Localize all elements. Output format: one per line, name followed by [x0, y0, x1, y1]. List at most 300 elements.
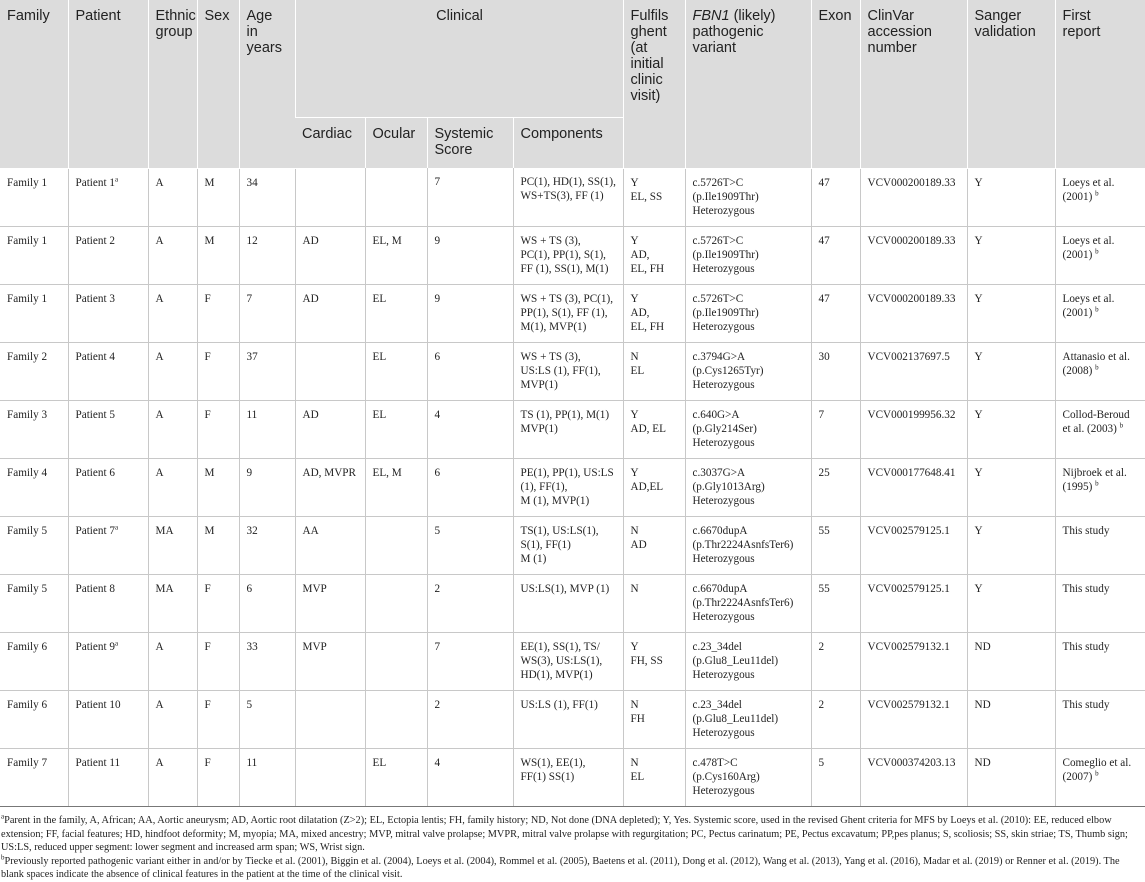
cell-sex [197, 632, 239, 690]
cell-text: 4 [435, 757, 441, 769]
cell-line: AD, MVPR [303, 466, 361, 480]
cell-text: Y [975, 351, 983, 363]
cell-patient [68, 284, 148, 342]
cell-text: F [205, 293, 211, 305]
header-line: group [156, 24, 193, 40]
cell-score [427, 168, 513, 226]
cell-text: 5 [247, 699, 253, 711]
header-line: Systemic [435, 126, 494, 142]
cell-line: (p.Ile1909Thr) [693, 190, 807, 204]
cell-text: Family 5 [7, 525, 47, 537]
cell-line: WS+TS(3), FF (1) [521, 189, 619, 203]
cell-line: This study [1063, 698, 1145, 712]
cell-age [239, 168, 295, 226]
cell-age [239, 632, 295, 690]
cell-family [0, 748, 68, 806]
cell-line: AD [631, 538, 681, 552]
cell-line: Heterozygous [693, 378, 807, 392]
cell-line: c.6670dupA [693, 524, 807, 538]
cell-cardiac [295, 516, 365, 574]
cell-exon [811, 400, 860, 458]
table-row [0, 284, 1145, 342]
cell-ethnic [148, 226, 197, 284]
footnote-a: $^a$Parent in the family, A, African; AA, Aortic aneurysm; AD, Aortic root dilatation (Z>2); EL, Ectopia lentis; FH, family history; ND, Not done (DNA depleted); Y, Yes. Systemic score, used in the revised Ghent criteria for MFS by Loeys et al. (2010): EE, reduced elbow extension; FF, facial features; HD, hindfoot deformity; M, myopia; MA, mixed ancestry; MVP, mitral valve prolapse; MVPR, mitral valve prolapse with regurgitation; PC, Pectus carinatum; PE, Pectus excavatum; PP,pes planus; S, scoliosis; SS, skin striae; TS, Thumb sign; US:LS, reduced upper segment: lower segment and increased arm span; WS, Wrist sign. [1, 814, 1141, 855]
cell-line: WS + TS (3), [521, 234, 619, 248]
cell-line: WS + TS (3), PC(1), [521, 292, 619, 306]
cell-text: VCV002579125.1 [868, 525, 950, 537]
cell-text: Y [975, 409, 983, 421]
cell-text: F [205, 409, 211, 421]
cell-text: Y [975, 467, 983, 479]
cell-line: This study [1063, 640, 1145, 654]
cell-sanger [967, 748, 1055, 806]
cell-text: 11 [247, 757, 258, 769]
cell-text: Patient 5 [76, 409, 115, 421]
cell-line: EE(1), SS(1), TS/ [521, 640, 619, 654]
cell-text: A [156, 351, 164, 363]
cell-text: 2 [435, 583, 441, 595]
cell-ethnic [148, 632, 197, 690]
cell-line: (p.Cys1265Tyr) [693, 364, 807, 378]
cell-sanger [967, 400, 1055, 458]
cell-text: 4 [435, 409, 441, 421]
cell-text: 32 [247, 525, 258, 537]
cell-text: M [205, 235, 215, 247]
header-line: ClinVar [868, 8, 914, 24]
cell-text: VCV000374203.13 [868, 757, 956, 769]
cell-line: PC(1), HD(1), SS(1), [521, 175, 619, 189]
cell-exon [811, 690, 860, 748]
header-line: (at [631, 40, 648, 56]
cell-line: Heterozygous [693, 784, 807, 798]
header-ethnic-group [148, 0, 197, 168]
cell-line: (p.Glu8_Leu11del) [693, 654, 807, 668]
cell-report [1055, 632, 1145, 690]
cell-text: VCV002579125.1 [868, 583, 950, 595]
cell-age [239, 226, 295, 284]
cell-sex [197, 574, 239, 632]
cell-age [239, 458, 295, 516]
cell-text: 47 [819, 293, 830, 305]
cell-text: Patient 3 [76, 293, 115, 305]
cell-line: Attanasio et al. [1063, 350, 1145, 364]
cell-report [1055, 168, 1145, 226]
cell-variant [685, 574, 811, 632]
cell-text: A [156, 757, 164, 769]
cell-line: Heterozygous [693, 552, 807, 566]
cell-line: MVP [303, 582, 361, 596]
cell-line: N [631, 698, 681, 712]
cell-text: VCV000200189.33 [868, 177, 956, 189]
cell-text: 9 [247, 467, 253, 479]
header-line: Score [435, 142, 473, 158]
footnote-marker: b [1095, 189, 1099, 197]
cell-text: 6 [435, 467, 441, 479]
cell-line: US:LS (1), FF(1), [521, 364, 619, 378]
table-row [0, 168, 1145, 226]
cell-text: VCV000199956.32 [868, 409, 956, 421]
cell-ghent [623, 226, 685, 284]
cell-text: 47 [819, 177, 830, 189]
header-clinvar [860, 0, 967, 168]
cell-cardiac [295, 458, 365, 516]
cell-line: MVP(1) [521, 378, 619, 392]
cell-exon [811, 342, 860, 400]
cell-text: Family 2 [7, 351, 47, 363]
cell-sex [197, 342, 239, 400]
cell-clinvar [860, 226, 967, 284]
cell-components [513, 284, 623, 342]
cell-ghent [623, 284, 685, 342]
cell-line: N [631, 582, 681, 596]
cell-components [513, 342, 623, 400]
cell-text: F [205, 351, 211, 363]
cell-ocular [365, 574, 427, 632]
cell-line: Loeys et al. [1063, 292, 1145, 306]
footnote-marker: a [115, 175, 118, 183]
cell-cardiac [295, 400, 365, 458]
cell-line: c.5726T>C [693, 234, 807, 248]
cell-score [427, 748, 513, 806]
cell-line: FF(1) SS(1) [521, 770, 619, 784]
cell-text: M [205, 525, 215, 537]
table-row [0, 748, 1145, 806]
cell-report [1055, 458, 1145, 516]
cell-ocular [365, 168, 427, 226]
cell-text: 2 [435, 699, 441, 711]
cell-line: TS (1), PP(1), M(1) [521, 408, 619, 422]
cell-sanger [967, 516, 1055, 574]
cell-line: (p.Gly1013Arg) [693, 480, 807, 494]
cell-line: Y [631, 176, 681, 190]
cell-text: ND [975, 757, 991, 769]
cell-score [427, 516, 513, 574]
cell-line: EL, M [373, 466, 423, 480]
cell-sanger [967, 342, 1055, 400]
cell-text: 7 [247, 293, 253, 305]
cell-sanger [967, 284, 1055, 342]
cell-exon [811, 458, 860, 516]
cell-variant [685, 284, 811, 342]
cell-line: Heterozygous [693, 320, 807, 334]
cell-ghent [623, 342, 685, 400]
cell-line: (2001) $^b$ [1063, 248, 1145, 262]
cell-patient [68, 458, 148, 516]
cell-ethnic [148, 400, 197, 458]
cell-ocular [365, 284, 427, 342]
cell-text: 7 [819, 409, 825, 421]
cell-text: Patient 1 [76, 177, 115, 189]
cell-ghent [623, 748, 685, 806]
cell-line: (2001) $^b$ [1063, 190, 1145, 204]
cell-report [1055, 690, 1145, 748]
cell-text: A [156, 177, 164, 189]
cell-line: This study [1063, 524, 1145, 538]
footnote-b: $^b$Previously reported pathogenic variant either in and/or by Tiecke et al. (2001), Biggin et al. (2004), Loeys et al. (2004), Rommel et al. (2005), Baetens et al. (2011), Dong et al. (2012), Wang et al. (2013), Yang et al. (2016), Madar et al. (2019) or Renner et al. (2019). The blank spaces indicate the absence of clinical features in the patient at the time of the clinical visit. [1, 855, 1141, 882]
header-line: Sanger [975, 8, 1022, 24]
header-line: validation [975, 24, 1036, 40]
cell-ethnic [148, 284, 197, 342]
cell-family [0, 632, 68, 690]
cell-score [427, 400, 513, 458]
cell-ethnic [148, 690, 197, 748]
cell-line: Comeglio et al. [1063, 756, 1145, 770]
cell-text: VCV000200189.33 [868, 293, 956, 305]
cell-sex [197, 690, 239, 748]
cell-line: WS + TS (3), [521, 350, 619, 364]
cell-line: Heterozygous [693, 204, 807, 218]
header-line: Ethnic [156, 8, 196, 24]
cell-line: c.478T>C [693, 756, 807, 770]
cell-line: (p.Thr2224AsnfsTer6) [693, 538, 807, 552]
cell-line: c.3794G>A [693, 350, 807, 364]
cell-family [0, 226, 68, 284]
cell-text: M [205, 467, 215, 479]
header-line: initial [631, 56, 664, 72]
cell-text: VCV002137697.5 [868, 351, 950, 363]
cell-line: (p.Glu8_Leu11del) [693, 712, 807, 726]
cell-age [239, 400, 295, 458]
cell-text: Patient 8 [76, 583, 115, 595]
cell-components [513, 748, 623, 806]
cell-text: Patient 10 [76, 699, 121, 711]
cell-text: Family 5 [7, 583, 47, 595]
cell-line: WS(3), US:LS(1), [521, 654, 619, 668]
cell-family [0, 458, 68, 516]
cell-score [427, 342, 513, 400]
table-body [0, 168, 1145, 806]
cell-text: A [156, 467, 164, 479]
cell-score [427, 632, 513, 690]
cell-text: 11 [247, 409, 258, 421]
cell-line: (2007) $^b$ [1063, 770, 1145, 784]
cell-variant [685, 690, 811, 748]
table-row [0, 516, 1145, 574]
header-first-report [1055, 0, 1145, 168]
cell-patient [68, 168, 148, 226]
table-row [0, 458, 1145, 516]
cell-report [1055, 400, 1145, 458]
cell-text: 7 [435, 641, 441, 653]
cell-text: 55 [819, 583, 830, 595]
cell-variant [685, 168, 811, 226]
cell-report [1055, 342, 1145, 400]
cell-family [0, 168, 68, 226]
cell-line: (p.Cys160Arg) [693, 770, 807, 784]
cell-line: (1), FF(1), [521, 480, 619, 494]
cell-line: WS(1), EE(1), [521, 756, 619, 770]
cell-line: (1995) $^b$ [1063, 480, 1145, 494]
cell-ethnic [148, 342, 197, 400]
cell-line: et al. (2003) $^b$ [1063, 422, 1145, 436]
cell-line: EL, M [373, 234, 423, 248]
cell-line: Nijbroek et al. [1063, 466, 1145, 480]
table-row [0, 226, 1145, 284]
cell-family [0, 516, 68, 574]
cell-family [0, 574, 68, 632]
header-patient: Patient [68, 0, 148, 168]
cell-age [239, 342, 295, 400]
cell-line: AD,EL [631, 480, 681, 494]
header-components: Components [513, 118, 623, 169]
cell-line: AA [303, 524, 361, 538]
footnote-marker: a [115, 639, 118, 647]
footnote-marker: b [1095, 363, 1099, 371]
cell-line: S(1), FF(1) [521, 538, 619, 552]
cell-text: Y [975, 293, 983, 305]
cell-age [239, 284, 295, 342]
cell-text: VCV000177648.41 [868, 467, 956, 479]
cell-ocular [365, 748, 427, 806]
cell-line: EL [373, 756, 423, 770]
cell-line: c.5726T>C [693, 176, 807, 190]
cell-text: VCV002579132.1 [868, 699, 950, 711]
cell-clinvar [860, 574, 967, 632]
footnote-marker: b [1095, 305, 1099, 313]
cell-patient [68, 632, 148, 690]
cell-patient [68, 516, 148, 574]
header-family: Family [0, 0, 68, 168]
cell-variant [685, 400, 811, 458]
cell-line: This study [1063, 582, 1145, 596]
cell-sex [197, 400, 239, 458]
cell-text: Family 4 [7, 467, 47, 479]
header-age [239, 0, 295, 168]
cell-line: (2008) $^b$ [1063, 364, 1145, 378]
cell-score [427, 574, 513, 632]
cell-line: Loeys et al. [1063, 234, 1145, 248]
cell-patient [68, 342, 148, 400]
header-line: First [1063, 8, 1091, 24]
cell-text: 9 [435, 293, 441, 305]
header-cardiac: Cardiac [295, 118, 365, 169]
cell-report [1055, 748, 1145, 806]
cell-line: c.23_34del [693, 640, 807, 654]
cell-age [239, 574, 295, 632]
cell-exon [811, 168, 860, 226]
cell-report [1055, 516, 1145, 574]
cell-cardiac [295, 748, 365, 806]
cell-report [1055, 226, 1145, 284]
cell-text: A [156, 699, 164, 711]
cell-line: EL [373, 408, 423, 422]
cell-line: c.23_34del [693, 698, 807, 712]
cell-text: A [156, 409, 164, 421]
cell-ocular [365, 690, 427, 748]
cell-text: Family 3 [7, 409, 47, 421]
cell-ethnic [148, 748, 197, 806]
cell-clinvar [860, 342, 967, 400]
cell-text: 34 [247, 177, 258, 189]
header-exon: Exon [811, 0, 860, 168]
cell-variant [685, 342, 811, 400]
fbn1-gene-name: FBN1 [693, 8, 730, 24]
cell-text: Patient 6 [76, 467, 115, 479]
cell-line: Heterozygous [693, 436, 807, 450]
cell-sex [197, 516, 239, 574]
cell-line: EL [631, 770, 681, 784]
cell-text: F [205, 699, 211, 711]
cell-line: AD [303, 234, 361, 248]
cell-text: 2 [819, 641, 825, 653]
table-row [0, 342, 1145, 400]
cell-line: Heterozygous [693, 610, 807, 624]
cell-sanger [967, 458, 1055, 516]
cell-line: Loeys et al. [1063, 176, 1145, 190]
cell-text: Patient 11 [76, 757, 121, 769]
header-line: years [247, 40, 282, 56]
cell-patient [68, 574, 148, 632]
cell-text: Y [975, 525, 983, 537]
footnote-marker: b [1095, 479, 1099, 487]
cell-text: 2 [819, 699, 825, 711]
cell-text: Y [975, 177, 983, 189]
cell-cardiac [295, 226, 365, 284]
cell-text: M [205, 177, 215, 189]
cell-ethnic [148, 574, 197, 632]
cell-line: FH [631, 712, 681, 726]
cell-text: 6 [435, 351, 441, 363]
cell-text: 33 [247, 641, 258, 653]
cell-text: 37 [247, 351, 258, 363]
cell-ocular [365, 400, 427, 458]
cell-text: 5 [435, 525, 441, 537]
cell-text: Family 1 [7, 235, 47, 247]
cell-sex [197, 226, 239, 284]
header-line: number [868, 40, 917, 56]
header-line: accession [868, 24, 932, 40]
cell-line: FF (1), SS(1), M(1) [521, 262, 619, 276]
cell-line: (p.Thr2224AsnfsTer6) [693, 596, 807, 610]
header-fbn1-variant: FBN1 (likely) pathogenic variant [685, 0, 811, 168]
cell-ocular [365, 342, 427, 400]
cell-line: (p.Ile1909Thr) [693, 306, 807, 320]
cell-text: Family 6 [7, 699, 47, 711]
cell-components [513, 574, 623, 632]
cell-variant [685, 458, 811, 516]
cell-line: AD, [631, 248, 681, 262]
header-sanger [967, 0, 1055, 168]
cell-clinvar [860, 458, 967, 516]
footnote-marker: a [115, 523, 118, 531]
cell-text: Y [975, 235, 983, 247]
cell-line: Y [631, 234, 681, 248]
cell-line: PP(1), S(1), FF (1), [521, 306, 619, 320]
cell-line: HD(1), MVP(1) [521, 668, 619, 682]
cell-text: F [205, 583, 211, 595]
cell-line: c.6670dupA [693, 582, 807, 596]
cell-line: EL [373, 350, 423, 364]
cell-ghent [623, 632, 685, 690]
cell-patient [68, 690, 148, 748]
cell-age [239, 748, 295, 806]
cell-ghent [623, 690, 685, 748]
cell-exon [811, 226, 860, 284]
cell-ghent [623, 168, 685, 226]
cell-text: A [156, 293, 164, 305]
cell-sex [197, 458, 239, 516]
cell-ghent [623, 516, 685, 574]
cell-components [513, 226, 623, 284]
cell-cardiac [295, 632, 365, 690]
cell-text: Patient 4 [76, 351, 115, 363]
cell-sanger [967, 226, 1055, 284]
header-systemic-score [427, 118, 513, 169]
cell-family [0, 342, 68, 400]
cell-ethnic [148, 516, 197, 574]
cell-ocular [365, 516, 427, 574]
cell-ghent [623, 458, 685, 516]
